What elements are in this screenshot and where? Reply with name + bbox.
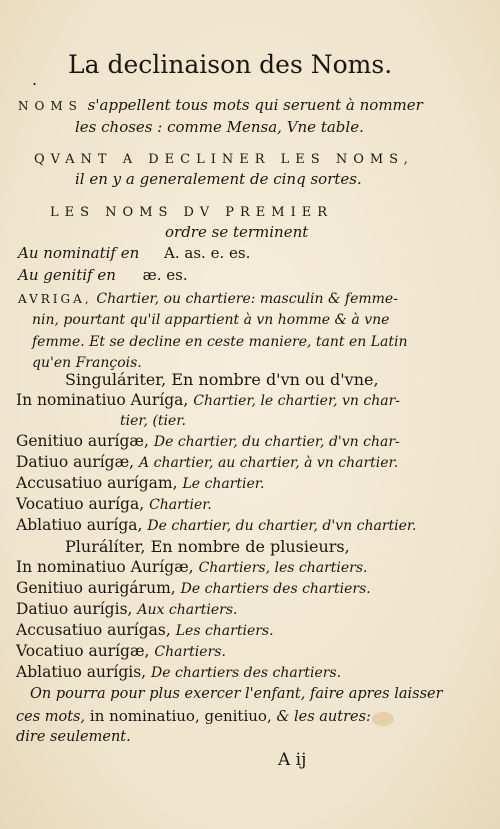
intro-line-1: NOMS s'appellent tous mots qui seruent à nommer [18,96,423,114]
singular-header: Singuláriter, En nombre d'vn ou d'vne, [65,370,379,389]
declension-row: tier, (tier. [120,413,186,429]
declension-row: Genitiuo aurígæ, De chartier, du chartier, d'vn char- [16,432,400,450]
section-heading: LES NOMS DV PREMIER [50,205,334,220]
declension-row: Accusatiuo aurígas, Les chartiers. [16,621,274,639]
heading-cinq-sortes: QVANT A DECLINER LES NOMS, [34,152,414,167]
auriga-line-1: AVRIGA, Chartier, ou chartiere: masculin & femme- [18,291,398,307]
declension-row: Vocatiuo aurígæ, Chartiers. [16,642,226,660]
auriga-line-2: nin, pourtant qu'il appartient à vn homme & à vne [32,312,390,328]
auriga-line-4: qu'en François. [32,355,142,371]
section-subheading: ordre se terminent [165,223,309,241]
declension-row: Ablatiuo auríga, De chartier, du chartier, d'vn chartier. [16,516,417,534]
page-title: La declinaison des Noms. [68,50,393,79]
declension-row: In nominatiuo Auríga, Chartier, le chartier, vn char- [16,391,401,409]
declension-row: Accusatiuo aurígam, Le chartier. [16,474,265,492]
plural-header: Plurálíter, En nombre de plusieurs, [65,537,350,556]
intro-line-2: les choses : comme Mensa, Vne table. [75,118,364,136]
declension-row: Genitiuo aurigárum, De chartiers des chartiers. [16,579,371,597]
declension-row: Vocatiuo auríga, Chartier. [16,495,212,513]
ink-stain [372,712,394,726]
declension-row: Ablatiuo aurígis, De chartiers des chartiers. [16,663,342,681]
signature-mark: A ij [278,750,307,770]
nominative-endings: Au nominatif en A. as. e. es. [18,244,251,262]
closing-line-3: dire seulement. [16,729,131,745]
closing-line-2: ces mots, in nominatiuo, genitiuo, & les autres: [16,707,371,725]
margin-dot: . [32,70,38,89]
auriga-line-3: femme. Et se decline en ceste maniere, tant en Latin [32,334,408,350]
genitive-endings: Au genitif en æ. es. [18,266,188,284]
closing-line-1: On pourra pour plus exercer l'enfant, faire apres laisser [30,686,443,702]
heading-cinq-sortes-line2: il en y a generalement de cinq sortes. [75,170,362,188]
declension-row: Datiuo aurígæ, A chartier, au chartier, à vn chartier. [16,453,399,471]
declension-row: Datiuo aurígis, Aux chartiers. [16,600,238,618]
declension-row: In nominatiuo Aurígæ, Chartiers, les chartiers. [16,558,368,576]
